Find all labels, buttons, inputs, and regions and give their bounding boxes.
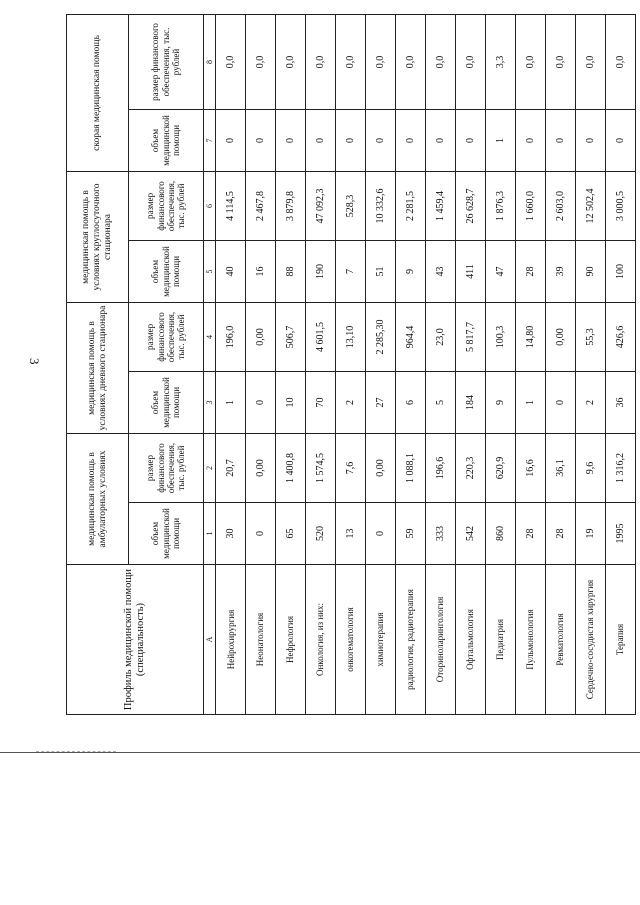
row-value-cell: 55,3 bbox=[576, 302, 606, 371]
row-value-cell: 184 bbox=[456, 371, 486, 433]
row-value-cell: 0,0 bbox=[276, 14, 306, 109]
row-value-cell: 0 bbox=[366, 109, 396, 171]
row-value-cell: 0 bbox=[456, 109, 486, 171]
header-group-outpatient: медицинская помощь в амбулаторных условиях bbox=[67, 433, 129, 564]
row-value-cell: 0 bbox=[576, 109, 606, 171]
column-index: 1 bbox=[204, 503, 216, 565]
row-value-cell: 0,0 bbox=[336, 14, 366, 109]
header-finance: размер финансового обеспечения, тыс. рублей bbox=[129, 171, 204, 240]
row-value-cell: 0 bbox=[216, 109, 246, 171]
row-value-cell: 0,0 bbox=[306, 14, 336, 109]
row-value-cell: 426,6 bbox=[605, 302, 635, 371]
row-value-cell: 506,7 bbox=[276, 302, 306, 371]
row-value-cell: 20,7 bbox=[216, 433, 246, 502]
column-index: 4 bbox=[204, 302, 216, 371]
row-value-cell: 12 502,4 bbox=[576, 171, 606, 240]
table-row bbox=[246, 14, 276, 714]
row-value-cell: 0,0 bbox=[516, 14, 546, 109]
row-value-cell: 0 bbox=[516, 109, 546, 171]
row-value-cell: 2 bbox=[336, 371, 366, 433]
row-value-cell: 2 603,0 bbox=[546, 171, 576, 240]
row-value-cell: 520 bbox=[306, 503, 336, 565]
row-value-cell: 10 bbox=[276, 371, 306, 433]
row-profile-name: химиотерапия bbox=[366, 565, 396, 715]
row-value-cell: 0,0 bbox=[366, 14, 396, 109]
table-row bbox=[306, 14, 336, 714]
header-finance: размер финансового обеспечения, тыс. рублей bbox=[129, 14, 204, 109]
row-value-cell: 9 bbox=[486, 371, 516, 433]
row-value-cell: 3,3 bbox=[486, 14, 516, 109]
row-value-cell: 2 285,30 bbox=[366, 302, 396, 371]
medical-care-table bbox=[66, 14, 636, 715]
row-profile-name: Педиатрия bbox=[486, 565, 516, 715]
table-row bbox=[366, 14, 396, 714]
row-value-cell: 26 628,7 bbox=[456, 171, 486, 240]
row-value-cell: 0,00 bbox=[546, 302, 576, 371]
row-value-cell: 4 601,5 bbox=[306, 302, 336, 371]
row-value-cell: 0,0 bbox=[216, 14, 246, 109]
row-value-cell: 3 879,8 bbox=[276, 171, 306, 240]
header-finance: размер финансового обеспечения, тыс. рублей bbox=[129, 433, 204, 502]
row-profile-name: Онкология, из них: bbox=[306, 565, 336, 715]
table-row bbox=[605, 14, 635, 714]
row-value-cell: 100,3 bbox=[486, 302, 516, 371]
row-profile-name: онкогематология bbox=[336, 565, 366, 715]
row-value-cell: 0 bbox=[246, 109, 276, 171]
row-value-cell: 0 bbox=[426, 109, 456, 171]
row-profile-name: Сердечно-сосудистая хирургия bbox=[576, 565, 606, 715]
row-value-cell: 65 bbox=[276, 503, 306, 565]
row-value-cell: 0 bbox=[546, 371, 576, 433]
row-value-cell: 0 bbox=[246, 371, 276, 433]
row-value-cell: 27 bbox=[366, 371, 396, 433]
row-value-cell: 1 bbox=[486, 109, 516, 171]
page-divider-line bbox=[0, 752, 640, 753]
table-row bbox=[336, 14, 366, 714]
row-value-cell: 0,0 bbox=[396, 14, 426, 109]
row-value-cell: 0,00 bbox=[246, 433, 276, 502]
table-row bbox=[486, 14, 516, 714]
row-value-cell: 23,0 bbox=[426, 302, 456, 371]
header-volume: объем медицинской помощи bbox=[129, 371, 204, 433]
row-value-cell: 0 bbox=[246, 503, 276, 565]
row-profile-name: Нейрохирургия bbox=[216, 565, 246, 715]
row-value-cell: 4 114,5 bbox=[216, 171, 246, 240]
page-number: 3 bbox=[27, 358, 42, 365]
row-value-cell: 0 bbox=[605, 109, 635, 171]
row-value-cell: 2 bbox=[576, 371, 606, 433]
row-value-cell: 1 574,5 bbox=[306, 433, 336, 502]
row-value-cell: 2 467,8 bbox=[246, 171, 276, 240]
header-group-day-hospital: медицинская помощь в условиях дневного стационара bbox=[67, 302, 129, 433]
table-row bbox=[546, 14, 576, 714]
row-value-cell: 1 660,0 bbox=[516, 171, 546, 240]
row-value-cell: 0,0 bbox=[605, 14, 635, 109]
row-value-cell: 90 bbox=[576, 240, 606, 302]
row-value-cell: 1 088,1 bbox=[396, 433, 426, 502]
row-profile-name: Ревматология bbox=[546, 565, 576, 715]
row-value-cell: 1995 bbox=[605, 503, 635, 565]
row-value-cell: 0 bbox=[306, 109, 336, 171]
row-value-cell: 0,0 bbox=[546, 14, 576, 109]
row-value-cell: 10 332,6 bbox=[366, 171, 396, 240]
row-value-cell: 9 bbox=[396, 240, 426, 302]
header-group-inpatient: медицинская помощь в условиях круглосуточного стационара bbox=[67, 171, 129, 302]
table-body bbox=[216, 14, 636, 714]
row-value-cell: 30 bbox=[216, 503, 246, 565]
table-row bbox=[456, 14, 486, 714]
row-value-cell: 620,9 bbox=[486, 433, 516, 502]
header-volume: объем медицинской помощи bbox=[129, 109, 204, 171]
row-value-cell: 9,6 bbox=[576, 433, 606, 502]
column-index: 2 bbox=[204, 433, 216, 502]
column-index: А bbox=[204, 565, 216, 715]
row-value-cell: 0,0 bbox=[246, 14, 276, 109]
table-row bbox=[216, 14, 246, 714]
row-value-cell: 1 bbox=[216, 371, 246, 433]
row-value-cell: 36 bbox=[605, 371, 635, 433]
column-index: 5 bbox=[204, 240, 216, 302]
row-value-cell: 0 bbox=[396, 109, 426, 171]
row-value-cell: 7 bbox=[336, 240, 366, 302]
row-value-cell: 59 bbox=[396, 503, 426, 565]
row-value-cell: 13 bbox=[336, 503, 366, 565]
table-row bbox=[276, 14, 306, 714]
row-value-cell: 196,6 bbox=[426, 433, 456, 502]
row-value-cell: 5 817,7 bbox=[456, 302, 486, 371]
row-value-cell: 14,80 bbox=[516, 302, 546, 371]
row-profile-name: Нефрология bbox=[276, 565, 306, 715]
table-row bbox=[516, 14, 546, 714]
row-value-cell: 13,10 bbox=[336, 302, 366, 371]
row-value-cell: 47 092,3 bbox=[306, 171, 336, 240]
row-value-cell: 860 bbox=[486, 503, 516, 565]
row-profile-name: радиология, радиотерапия bbox=[396, 565, 426, 715]
table-row bbox=[576, 14, 606, 714]
row-value-cell: 28 bbox=[516, 240, 546, 302]
row-value-cell: 7,6 bbox=[336, 433, 366, 502]
row-value-cell: 70 bbox=[306, 371, 336, 433]
row-value-cell: 100 bbox=[605, 240, 635, 302]
row-value-cell: 16 bbox=[246, 240, 276, 302]
row-value-cell: 964,4 bbox=[396, 302, 426, 371]
header-volume: объем медицинской помощи bbox=[129, 503, 204, 565]
row-profile-name: Неонатология bbox=[246, 565, 276, 715]
row-value-cell: 28 bbox=[546, 503, 576, 565]
row-profile-name: Терапия bbox=[605, 565, 635, 715]
row-value-cell: 542 bbox=[456, 503, 486, 565]
row-value-cell: 0,0 bbox=[426, 14, 456, 109]
row-value-cell: 40 bbox=[216, 240, 246, 302]
row-value-cell: 0 bbox=[336, 109, 366, 171]
header-group-emergency: скорая медицинская помощь bbox=[67, 14, 129, 171]
column-index: 3 bbox=[204, 371, 216, 433]
row-value-cell: 0,0 bbox=[456, 14, 486, 109]
row-value-cell: 220,3 bbox=[456, 433, 486, 502]
row-value-cell: 39 bbox=[546, 240, 576, 302]
table-row bbox=[426, 14, 456, 714]
row-profile-name: Пульмонология bbox=[516, 565, 546, 715]
row-value-cell: 19 bbox=[576, 503, 606, 565]
row-value-cell: 16,6 bbox=[516, 433, 546, 502]
row-value-cell: 88 bbox=[276, 240, 306, 302]
row-value-cell: 1 bbox=[516, 371, 546, 433]
row-value-cell: 411 bbox=[456, 240, 486, 302]
header-volume: объем медицинской помощи bbox=[129, 240, 204, 302]
row-value-cell: 0,0 bbox=[576, 14, 606, 109]
row-value-cell: 6 bbox=[396, 371, 426, 433]
row-value-cell: 190 bbox=[306, 240, 336, 302]
row-value-cell: 5 bbox=[426, 371, 456, 433]
row-value-cell: 1 400,8 bbox=[276, 433, 306, 502]
row-value-cell: 0 bbox=[366, 503, 396, 565]
header-profile: Профиль медицинской помощи (специальность) bbox=[67, 565, 204, 715]
row-value-cell: 0 bbox=[276, 109, 306, 171]
row-value-cell: 43 bbox=[426, 240, 456, 302]
row-value-cell: 51 bbox=[366, 240, 396, 302]
row-value-cell: 1 876,3 bbox=[486, 171, 516, 240]
row-value-cell: 1 316,2 bbox=[605, 433, 635, 502]
row-profile-name: Оториноларингология bbox=[426, 565, 456, 715]
row-value-cell: 3 000,5 bbox=[605, 171, 635, 240]
row-profile-name: Офтальмология bbox=[456, 565, 486, 715]
column-index: 7 bbox=[204, 109, 216, 171]
column-index: 6 bbox=[204, 171, 216, 240]
table-row bbox=[396, 14, 426, 714]
row-value-cell: 196,0 bbox=[216, 302, 246, 371]
row-value-cell: 36,1 bbox=[546, 433, 576, 502]
header-finance: размер финансового обеспечения, тыс. рублей bbox=[129, 302, 204, 371]
row-value-cell: 47 bbox=[486, 240, 516, 302]
row-value-cell: 1 459,4 bbox=[426, 171, 456, 240]
column-index: 8 bbox=[204, 14, 216, 109]
row-value-cell: 0,00 bbox=[366, 433, 396, 502]
rotated-table-wrapper bbox=[66, 15, 636, 715]
row-value-cell: 333 bbox=[426, 503, 456, 565]
row-value-cell: 2 281,5 bbox=[396, 171, 426, 240]
row-value-cell: 28 bbox=[516, 503, 546, 565]
row-value-cell: 0 bbox=[546, 109, 576, 171]
row-value-cell: 0,00 bbox=[246, 302, 276, 371]
row-value-cell: 528,3 bbox=[336, 171, 366, 240]
